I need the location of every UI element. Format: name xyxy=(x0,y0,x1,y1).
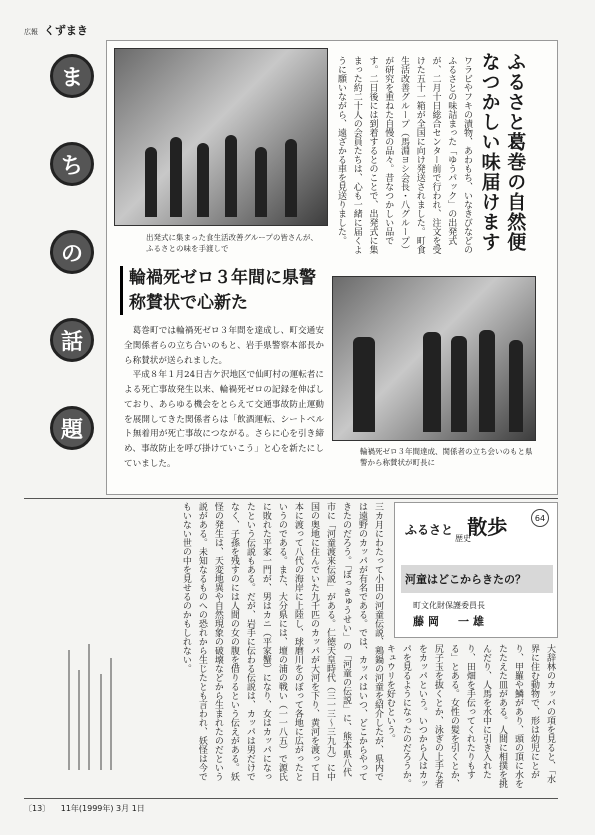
column-text-left: 三カ月にわたって小田の河童伝説、鶏鍋の河童を紹介したが、県内では遠野のカッパが有名である。では、カッパはいつ、どこからやってきたのだろう。「ぼっきゅうせい」の「河童の伝説」に、熊本県八代市に「河童渡来伝説」がある。仁徳天皇時代（三一三～三九九）に中国の奥地に住んでいた九千匹のカッパが大河を下り、黄河を渡って日本に渡って八代の海岸に上陸し、球磨川をのぼって各地に広がったというのである。また、大分県には、壇の浦の戦い（一一八五）で源氏に敗れた平家一門が、男はカニ（平家蟹）になり、女はカッパになったという伝説もある。だが、岩手に伝わる伝説は、カッパは男だけでなく、子孫を残すのには人間の女の腹を借りるという伝えがある。妖怪の発生は、天変地異や自然現象の破壊などから生まれたのだという説がある。未知なるものへの恐れから生じたとも言われ、妖怪は今でもいない世の中を見せるのかもしれない。 xyxy=(180,502,383,781)
story2-body xyxy=(124,324,324,472)
section-title-char: ま xyxy=(50,54,94,98)
section-title xyxy=(50,48,106,494)
story2-paragraph: 平成８年１月24日吉ケ沢地区で仙町村の運転者による死亡事故発生以来、輪禍死ゼロの記録を伸ばしており、あらゆる機会をとらえて交通事故防止運動を展開してきた関係者らは「飲酒運転、シートベルト無着用が死亡事故につながる。さらに心を引き締め、事故防止を呼び掛けていこう」と心を新たにしていました。 xyxy=(124,370,324,470)
issue-date: 11年(1999年) 3月 1日 xyxy=(60,804,145,813)
masthead-title: くずまき xyxy=(43,24,88,37)
page-number: 〔13〕 xyxy=(24,804,51,813)
section-divider xyxy=(24,498,558,499)
sanpo-label: ふるさと xyxy=(405,523,454,537)
story2-paragraph: 葛巻町では輪禍死ゼロ３年間を達成し、町交通安全関係者らの立ち合いのもと、岩手県警察本部長から称賛状が送られました。 xyxy=(124,326,324,366)
photo-departure-ceremony xyxy=(114,48,328,226)
page-footer xyxy=(24,798,558,814)
sanpo-big: 散歩 xyxy=(467,515,508,539)
sanpo-header-box xyxy=(394,502,558,638)
section-title-char: ち xyxy=(50,142,94,186)
photo-award-ceremony xyxy=(332,276,536,441)
section-title-char: 題 xyxy=(50,406,94,450)
story1-headline: ふるさと葛巻の自然便 なつかしい味届けます xyxy=(478,52,527,252)
section-title-char: の xyxy=(50,230,94,274)
masthead-prefix: 広報 xyxy=(24,28,38,36)
photo-caption: 輪禍死ゼロ３年間達成、関係者の立ち会いのもと県警から称賛状が町長に xyxy=(360,447,533,468)
story2-headline: 輪禍死ゼロ３年間に県警称賛状で心新た xyxy=(120,266,330,315)
reed-illustration xyxy=(60,640,120,770)
masthead xyxy=(24,22,88,38)
column-text-right: 大辞林のカッパの項を見ると、「水界に住む動物で、形は幼児にとがり、甲羅や鱗があり、頭の頂に水をたたえた皿がある。人間に相撲を挑んだり、人馬を水中に引き入れたり、田畑を手伝ってくれたりもする」とある。女性の髪を引くとか、尻子玉を抜くとか、泳ぎの上手な者をカッパという。いつから人はカッパを見るようになったのだろうか。キュウリを好むという。 xyxy=(384,644,555,788)
sanpo-number: 64 xyxy=(531,509,549,527)
story1-body: ワラビやフキの漬物、あわもち、いなきびなどのふるさとの味詰まった「ゆうパック」の出発式が、二月十日総合センター前で行われ、注文を受けた五十一箱が全国に向け発送されました。町食生活改善グループ（馬淵ヨシ会長・八グループ）が研究を重ねた自慢の品々。昔なつかしい品です。二日後には到着するとのことで、出発式に集まった約二十人の会員たちは、心も一緒に届くように願いながら、遠ざかる車を見送りました。 xyxy=(336,56,472,254)
sanpo-author xyxy=(413,599,488,631)
sanpo-headline: 河童はどこからきたの？ xyxy=(401,565,553,593)
photo-caption: 出発式に集まった食生活改善グループの皆さんが、ふるさとの味を手渡しで xyxy=(146,233,318,254)
author-role: 町文化財保護委員長 xyxy=(413,601,485,610)
section-title-char: 話 xyxy=(50,318,94,362)
author-name: 藤岡 一雄 xyxy=(413,614,488,628)
sanpo-sub: 歴史 xyxy=(455,534,471,543)
